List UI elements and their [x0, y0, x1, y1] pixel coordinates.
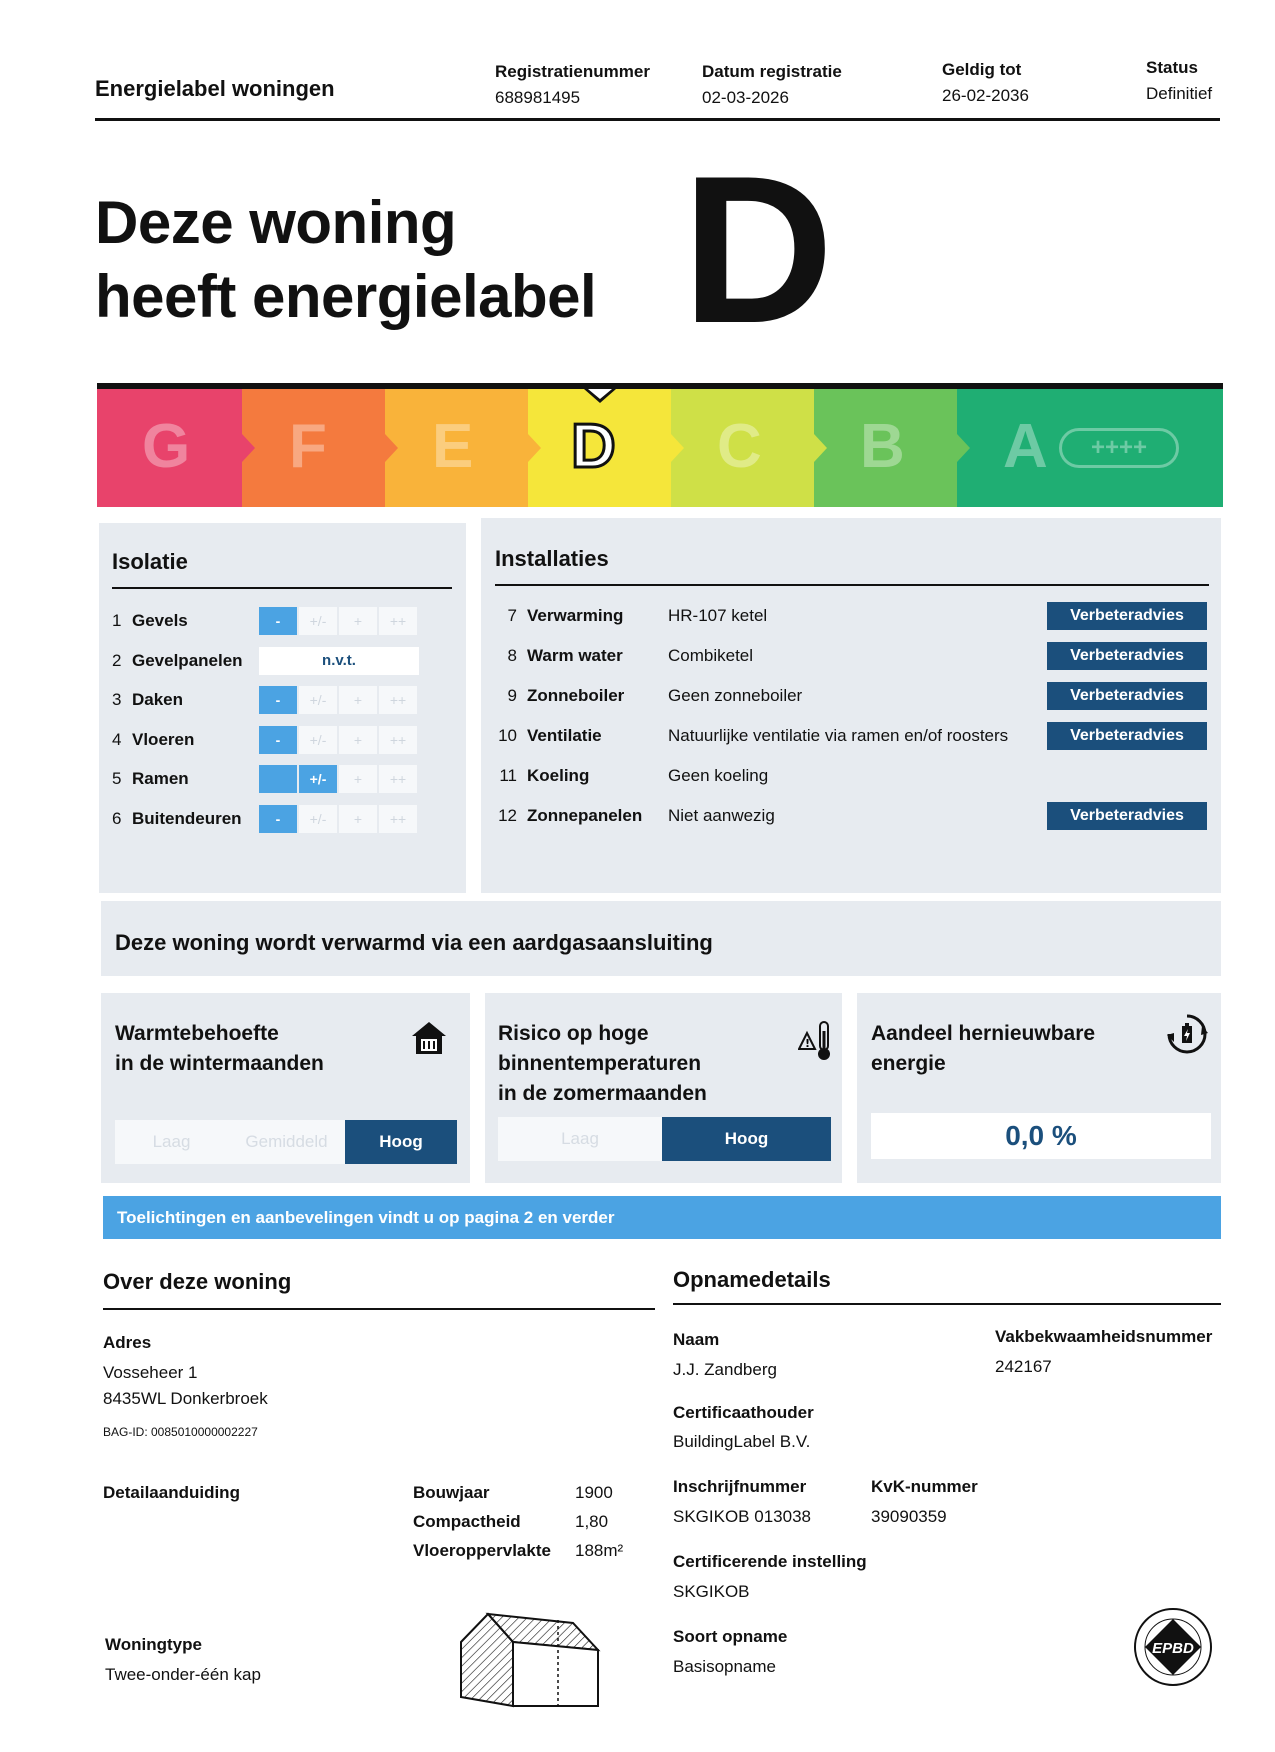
- installaties-row: [495, 682, 1209, 712]
- woning-section: [103, 1265, 655, 1705]
- opname-section: [673, 1265, 1221, 1705]
- risico-panel: [485, 993, 842, 1183]
- naam-value: J.J. Zandberg: [673, 1360, 777, 1379]
- label-scale: [97, 383, 1223, 507]
- installaties-row: [495, 762, 1209, 792]
- aandeel-value-box: [871, 1113, 1211, 1159]
- installaties-title: Installaties: [495, 546, 609, 571]
- status-label: Status: [1146, 58, 1198, 77]
- adres-line-1: Vosseheer 1: [103, 1363, 198, 1382]
- isolatie-row-name: Gevels: [132, 611, 188, 630]
- house-type-icon: [458, 1610, 608, 1710]
- installaties-divider: [495, 584, 1209, 586]
- isolatie-row-name: Daken: [132, 690, 184, 709]
- isolatie-scale-segment: +/-: [299, 726, 337, 754]
- isolatie-scale-segment: -: [259, 686, 297, 714]
- inschrijfnummer-label: Inschrijfnummer: [673, 1477, 807, 1496]
- isolatie-row-number: 5: [112, 769, 122, 788]
- isolatie-scale-segment: +/-: [299, 607, 337, 635]
- isolatie-row-name: Vloeren: [132, 729, 195, 749]
- isolatie-row-number: 1: [112, 611, 122, 630]
- isolatie-title: Isolatie: [112, 549, 188, 574]
- renewable-energy-icon: [1164, 1011, 1210, 1057]
- isolatie-scale-segment: ++: [379, 765, 417, 793]
- status: [1146, 58, 1212, 104]
- installaties-row-number: 8: [507, 646, 517, 665]
- scale-letter-b: B: [860, 412, 905, 481]
- isolatie-scale-segment: -: [259, 726, 297, 754]
- warmte-option-gemiddeld: Gemiddeld: [228, 1120, 345, 1164]
- epbd-logo-text: EPBD: [1152, 1640, 1194, 1657]
- verbeteradvies-button[interactable]: Verbeteradvies: [1047, 722, 1207, 750]
- reg-number-label: Registratienummer: [495, 62, 650, 81]
- gas-text: Deze woning wordt verwarmd via een aardgasaansluiting: [115, 930, 713, 955]
- bouwjaar-label: Bouwjaar: [413, 1483, 490, 1502]
- installaties-row: [495, 722, 1209, 752]
- installaties-row-value: Combiketel: [668, 646, 754, 665]
- reg-number: [495, 62, 650, 108]
- isolatie-scale-segment: +: [339, 726, 377, 754]
- isolatie-scale-segment: -: [259, 607, 297, 635]
- certificerende-instelling-label: Certificerende instelling: [673, 1552, 867, 1571]
- isolatie-row-number: 6: [112, 808, 122, 828]
- compactheid-value: 1,80: [575, 1512, 609, 1531]
- isolatie-scale-segment: +/-: [299, 765, 337, 793]
- hero-label-letter: D: [682, 132, 834, 367]
- installaties-panel: [481, 518, 1221, 893]
- isolatie-scale-segment: +: [339, 765, 377, 793]
- kvk-label: KvK-nummer: [871, 1477, 978, 1496]
- installaties-row-name: Ventilatie: [527, 726, 602, 745]
- aandeel-value: 0,0 %: [1005, 1120, 1077, 1151]
- isolatie-row-nvt: n.v.t.: [259, 647, 419, 675]
- toelichting-banner[interactable]: [103, 1196, 1221, 1239]
- vloeroppervlakte-value: 188m²: [575, 1541, 624, 1560]
- adres-line-2: 8435WL Donkerbroek: [103, 1389, 268, 1408]
- aandeel-title: [871, 1019, 1095, 1079]
- installaties-row-number: 10: [498, 726, 517, 745]
- svg-text:!: !: [805, 1037, 811, 1050]
- isolatie-scale-segment: -: [259, 805, 297, 833]
- risico-option-laag: Laag: [498, 1117, 662, 1161]
- risico-title: [498, 1019, 707, 1109]
- warmte-option-hoog: Hoog: [345, 1120, 457, 1164]
- house-heat-icon: [410, 1019, 448, 1057]
- installaties-row-value: Natuurlijke ventilatie via ramen en/of roosters: [668, 726, 1009, 745]
- isolatie-row-number: 2: [112, 650, 122, 670]
- warmte-title-line-1: Warmtebehoefte: [115, 1022, 279, 1045]
- aandeel-title-line-2: energie: [871, 1052, 946, 1075]
- isolatie-row-name: Gevelpanelen: [132, 650, 243, 670]
- installaties-row-name: Koeling: [527, 766, 590, 785]
- installaties-row-name: Warm water: [527, 646, 623, 665]
- isolatie-scale-segment: ++: [379, 686, 417, 714]
- woningtype-value: Twee-onder-één kap: [105, 1665, 261, 1684]
- compactheid-label: Compactheid: [413, 1512, 521, 1531]
- risico-option-hoog: Hoog: [662, 1117, 831, 1161]
- isolatie-row-number: 4: [112, 729, 122, 749]
- installaties-row: [495, 602, 1209, 632]
- isolatie-row-number: 3: [112, 690, 122, 709]
- isolatie-row: [112, 765, 452, 795]
- isolatie-scale-segment: [259, 765, 297, 793]
- certificaathouder-value: BuildingLabel B.V.: [673, 1432, 811, 1451]
- isolatie-row: [112, 607, 452, 637]
- certificerende-instelling-value: SKGIKOB: [673, 1582, 750, 1601]
- risico-title-line-3: in de zomermaanden: [498, 1082, 707, 1105]
- installaties-row: [495, 642, 1209, 672]
- woning-title: Over deze woning: [103, 1269, 292, 1294]
- installaties-row-number: 7: [507, 606, 517, 625]
- isolatie-row: [112, 686, 452, 716]
- woning-divider: [103, 1308, 655, 1310]
- isolatie-scale-segment: ++: [379, 805, 417, 833]
- vakbekwaamheid-label: Vakbekwaamheidsnummer: [995, 1327, 1213, 1346]
- risico-title-line-1: Risico op hoge: [498, 1022, 649, 1045]
- isolatie-scale-segment: ++: [379, 726, 417, 754]
- hero-title: [95, 186, 596, 334]
- scale-bands: [97, 389, 1223, 507]
- inschrijfnummer-value: SKGIKOB 013038: [673, 1507, 811, 1526]
- isolatie-divider: [112, 587, 452, 589]
- certificaathouder-label: Certificaathouder: [673, 1403, 814, 1422]
- isolatie-scale-segment: +/-: [299, 805, 337, 833]
- scale-letter-a: A: [1003, 412, 1048, 481]
- gas-panel: [101, 901, 1221, 976]
- reg-date-label: Datum registratie: [702, 62, 842, 81]
- isolatie-row: [112, 805, 452, 835]
- warmte-title-line-2: in de wintermaanden: [115, 1052, 324, 1075]
- valid-until-value: 26-02-2036: [942, 86, 1029, 105]
- installaties-row-value: Geen koeling: [668, 766, 769, 785]
- header-divider: [95, 118, 1220, 121]
- isolatie-scale-segment: +: [339, 805, 377, 833]
- scale-letter-c: C: [717, 412, 762, 481]
- isolatie-scale-segment: +: [339, 607, 377, 635]
- warmte-panel: [101, 993, 470, 1183]
- installaties-row-number: 12: [498, 806, 517, 825]
- reg-number-value: 688981495: [495, 88, 581, 107]
- installaties-row-value: HR-107 ketel: [668, 606, 768, 625]
- aandeel-panel: [857, 993, 1221, 1183]
- verbeteradvies-button[interactable]: Verbeteradvies: [1047, 602, 1207, 630]
- toelichting-text: Toelichtingen en aanbevelingen vindt u op pagina 2 en verder: [117, 1208, 615, 1227]
- opname-divider: [673, 1303, 1221, 1305]
- adres-label: Adres: [103, 1333, 152, 1352]
- verbeteradvies-button[interactable]: Verbeteradvies: [1047, 682, 1207, 710]
- hero-line-2: heeft energielabel: [95, 263, 597, 330]
- isolatie-row: [112, 726, 452, 756]
- isolatie-row-name: Buitendeuren: [132, 808, 242, 828]
- bouwjaar-value: 1900: [575, 1483, 613, 1502]
- isolatie-panel: [99, 523, 466, 893]
- isolatie-scale-segment: +/-: [299, 686, 337, 714]
- scale-letter-g: G: [142, 412, 191, 481]
- isolatie-scale-segment: ++: [379, 607, 417, 635]
- scale-letter-d-active: D: [571, 412, 616, 481]
- hero-line-1: Deze woning: [95, 189, 457, 256]
- scale-letter-f: F: [289, 412, 327, 481]
- installaties-row-name: Zonnepanelen: [527, 806, 643, 825]
- naam-label: Naam: [673, 1330, 720, 1349]
- soort-opname-value: Basisopname: [673, 1657, 777, 1676]
- bag-id: BAG-ID: 0085010000002227: [103, 1425, 258, 1439]
- soort-opname-label: Soort opname: [673, 1627, 788, 1646]
- installaties-row-name: Zonneboiler: [527, 686, 625, 705]
- epbd-logo: [1131, 1605, 1215, 1689]
- isolatie-scale-segment: +: [339, 686, 377, 714]
- warmte-option-laag: Laag: [115, 1120, 228, 1164]
- installaties-row-name: Verwarming: [527, 606, 624, 625]
- a-plus-badge: ++++: [1059, 428, 1179, 468]
- installaties-row: [495, 802, 1209, 832]
- isolatie-row-name: Ramen: [132, 769, 189, 788]
- opname-title: Opnamedetails: [673, 1267, 831, 1292]
- kvk-value: 39090359: [871, 1507, 947, 1526]
- warmte-title: [115, 1019, 324, 1079]
- risico-title-line-2: binnentemperaturen: [498, 1052, 702, 1075]
- installaties-row-value: Geen zonneboiler: [668, 686, 803, 705]
- isolatie-row: [112, 647, 452, 677]
- woningtype-label: Woningtype: [105, 1635, 202, 1654]
- detail-label: Detailaanduiding: [103, 1483, 240, 1502]
- valid-until: [942, 60, 1029, 106]
- installaties-row-number: 11: [499, 766, 517, 785]
- reg-date-value: 02-03-2026: [702, 88, 789, 107]
- header: [95, 52, 1220, 122]
- valid-until-label: Geldig tot: [942, 60, 1022, 79]
- aandeel-title-line-1: Aandeel hernieuwbare: [871, 1022, 1096, 1045]
- vloeroppervlakte-label: Vloeroppervlakte: [413, 1541, 551, 1560]
- document-title: Energielabel woningen: [95, 76, 335, 101]
- status-value: Definitief: [1146, 84, 1213, 103]
- verbeteradvies-button[interactable]: Verbeteradvies: [1047, 802, 1207, 830]
- verbeteradvies-button[interactable]: Verbeteradvies: [1047, 642, 1207, 670]
- vakbekwaamheid-value: 242167: [995, 1357, 1052, 1376]
- installaties-row-value: Niet aanwezig: [668, 806, 775, 825]
- scale-letter-e: E: [432, 412, 474, 481]
- reg-date: [702, 62, 842, 108]
- thermometer-icon: [798, 1019, 834, 1063]
- installaties-row-number: 9: [507, 686, 517, 705]
